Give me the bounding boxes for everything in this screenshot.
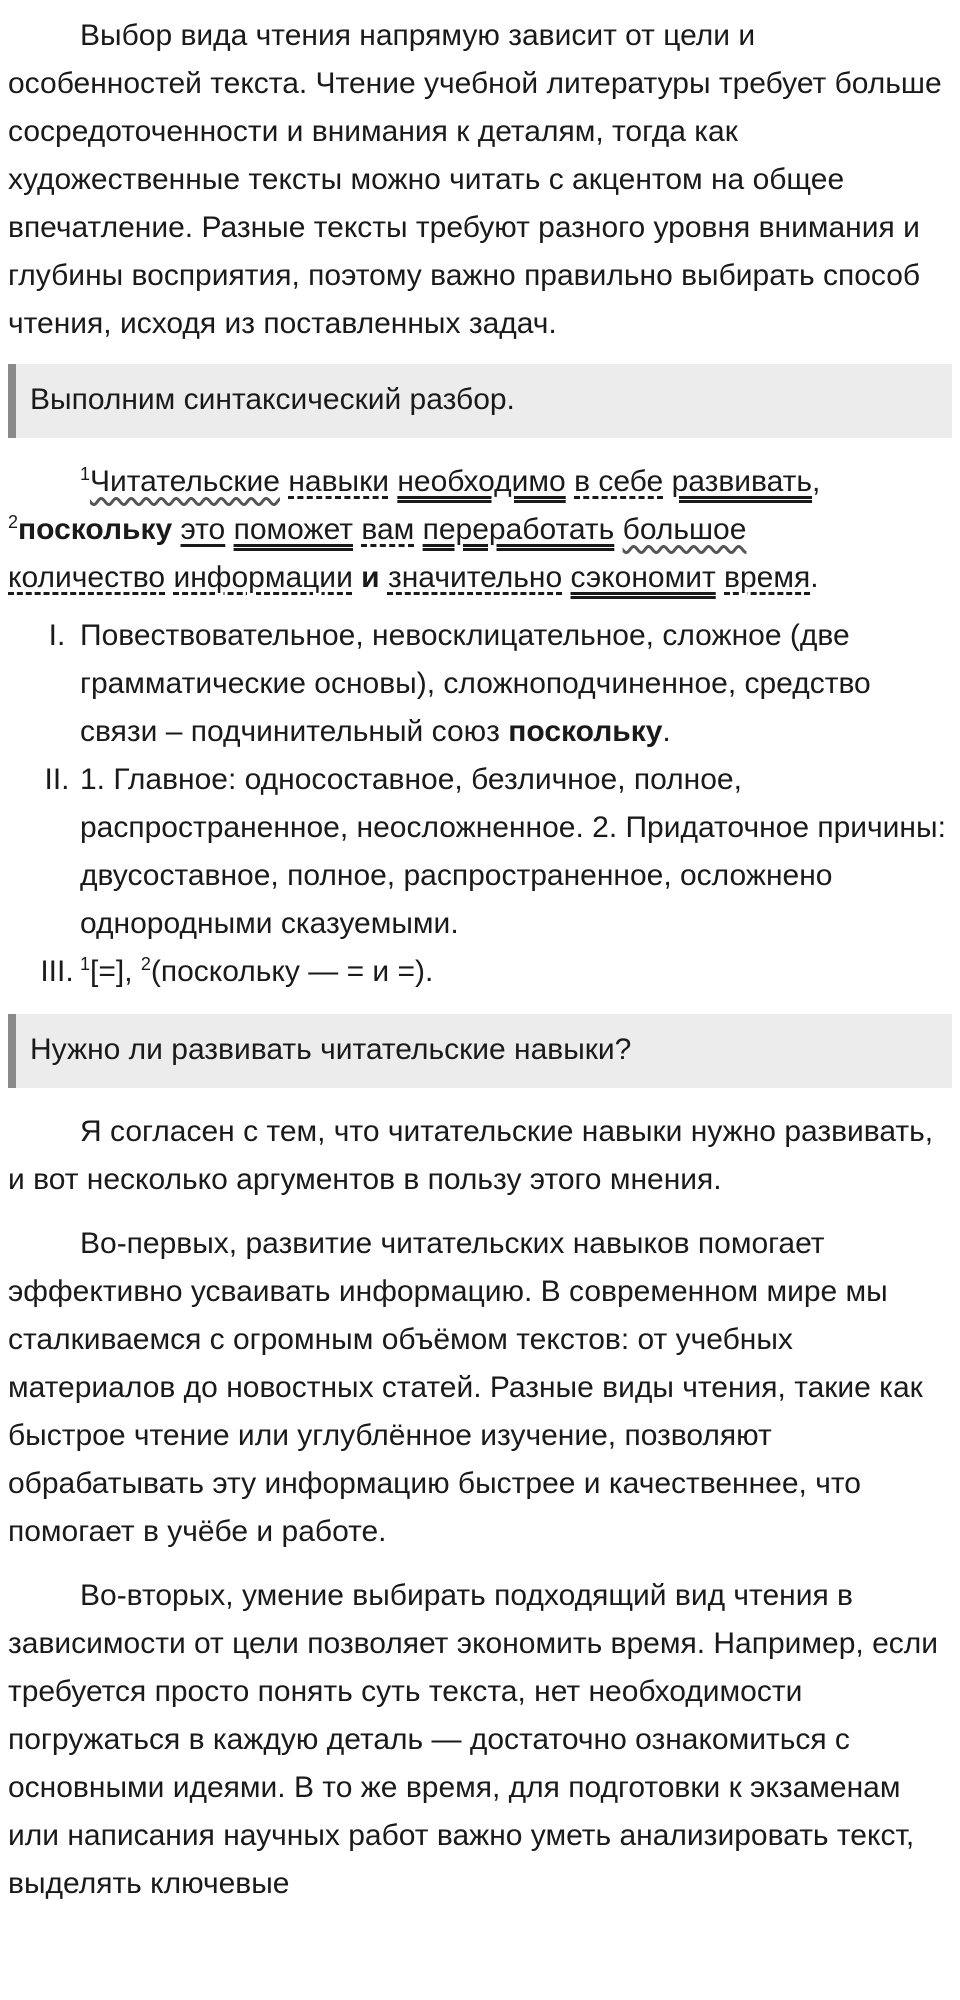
word-adverbial: в себе xyxy=(574,465,664,498)
intro-paragraph: Выбор вида чтения напрямую зависит от цели и особенностей текста. Чтение учебной литературы требует больше сосредоточенности и внимания к деталям, тогда как художественные тексты можно читать с акцентом на общее впечатление. Разные тексты требуют разного уровня внимания и глубины восприятия, поэтому важно правильно выбирать способ чтения, исходя из поставленных задач. xyxy=(8,19,942,340)
word-adverbial: значительно xyxy=(387,561,563,594)
word-predicate: развивать xyxy=(671,465,813,498)
punctuation: , xyxy=(812,465,821,498)
essay-paragraph: Во-первых, развитие читательских навыков помогает эффективно усваивать информацию. В современном мире мы сталкиваемся с огромным объёмом текстов: от учебных материалов до новостных статей. Разные виды чтения, такие как быстрое чтение или углублённое изучение, позволяют обрабатывать эту информацию быстрее и качественнее, что помогает в учёбе и работе. xyxy=(8,1227,923,1548)
analysis-number: III. xyxy=(40,955,74,988)
punctuation: . xyxy=(662,715,671,748)
word-predicate: необходимо xyxy=(397,465,566,498)
clause-number-1: 1 xyxy=(80,954,91,974)
conjunction: поскольку xyxy=(18,513,173,546)
syntax-analysis-list xyxy=(8,612,952,996)
section-heading-essay: Нужно ли развивать читательские навыки? xyxy=(8,1014,952,1088)
word-definition: большое xyxy=(622,513,747,546)
analysis-item xyxy=(8,948,952,996)
word-predicate: поможет xyxy=(233,513,353,546)
scheme-part: (поскольку — = и =). xyxy=(150,955,434,988)
word-predicate: сэкономит xyxy=(570,561,716,594)
clause-number-2: 2 xyxy=(140,954,151,974)
conjunction: поскольку xyxy=(508,715,663,748)
word-object: количество xyxy=(8,561,166,594)
clause-number-2: 2 xyxy=(8,512,19,532)
punctuation: . xyxy=(810,561,819,594)
sentence-scheme xyxy=(80,948,952,996)
word-predicate: переработать xyxy=(422,513,615,546)
word-object: вам xyxy=(361,513,415,546)
section-heading-syntax: Выполним синтаксический разбор. xyxy=(8,364,952,438)
essay-paragraph: Во-вторых, умение выбирать подходящий вид чтения в зависимости от цели позволяет экономить время. Например, если требуется просто понять суть текста, нет необходимости погружаться в каждую деталь — достаточно ознакомиться с основными идеями. В то же время, для подготовки к экзаменам или написания научных работ важно уметь анализировать текст, выделять ключевые xyxy=(8,1579,939,1900)
analysis-text: Повествовательное, невосклицательное, сложное (две грамматические основы), сложноподчиненное, средство связи – подчинительный союз xyxy=(80,619,871,748)
word-subject: это xyxy=(180,513,226,546)
analysis-item xyxy=(8,756,952,948)
analysis-text: 1. Главное: односоставное, безличное, полное, распространенное, неосложненное. 2. Придаточное причины: двусоставное, полное, распространенное, осложнено однородными сказуемыми. xyxy=(80,763,946,940)
analysis-item xyxy=(8,612,952,756)
word-object: навыки xyxy=(288,465,389,498)
word-definition: Читательские xyxy=(90,465,280,498)
word-object: информации xyxy=(173,561,353,594)
essay-paragraph: Я согласен с тем, что читательские навыки нужно развивать, и вот несколько аргументов в пользу этого мнения. xyxy=(8,1115,934,1196)
scheme-part: [=], xyxy=(90,955,141,988)
analysis-number: II. xyxy=(44,763,70,796)
clause-number-1: 1 xyxy=(80,464,91,484)
analyzed-sentence xyxy=(8,458,952,602)
word-object: время xyxy=(724,561,811,594)
analysis-number: I. xyxy=(48,619,66,652)
conjunction: и xyxy=(361,561,380,594)
